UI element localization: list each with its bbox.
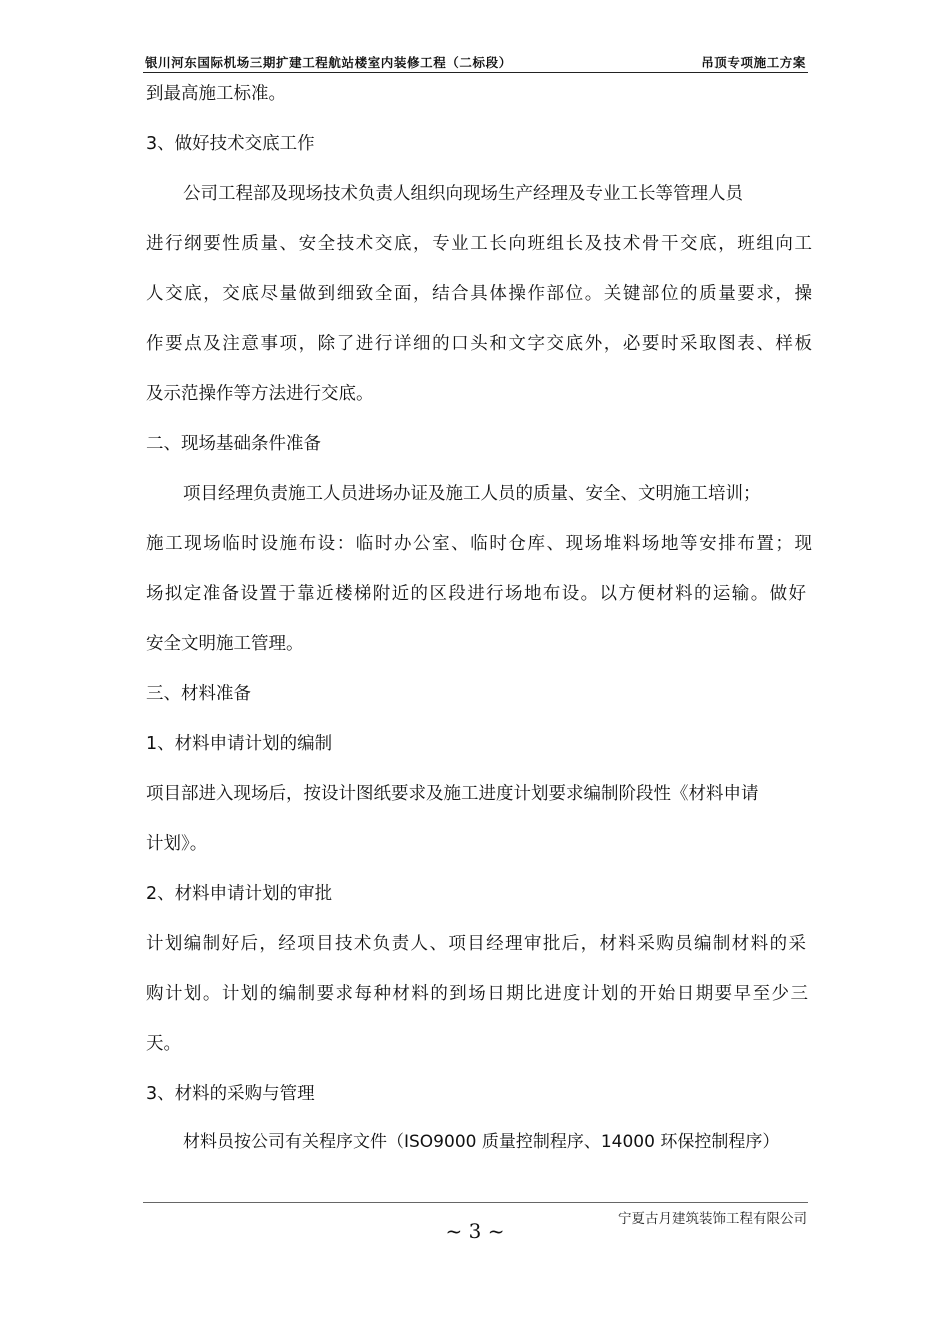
paragraph-first-line: 材料员按公司有关程序文件（ISO9000 质量控制程序、14000 环保控制程序） [183, 1132, 780, 1152]
body-line: 到最高施工标准。 [146, 84, 286, 104]
body-line: 项目部进入现场后，按设计图纸要求及施工进度计划要求编制阶段性《材料申请 [146, 784, 759, 804]
body-line: 进行纲要性质量、安全技术交底，专业工长向班组长及技术骨干交底，班组向工 [146, 234, 812, 254]
body-line: 购计划。计划的编制要求每种材料的到场日期比进度计划的开始日期要早至少三 [146, 984, 808, 1004]
header-document-title: 吊顶专项施工方案 [701, 55, 806, 70]
section-heading: 二、现场基础条件准备 [146, 434, 321, 454]
page-header [143, 50, 808, 73]
body-line: 安全文明施工管理。 [146, 634, 304, 654]
subsection-heading: 2、材料申请计划的审批 [146, 884, 333, 904]
subsection-heading: 3、材料的采购与管理 [146, 1084, 315, 1104]
subsection-heading: 1、材料申请计划的编制 [146, 734, 333, 754]
paragraph-first-line: 项目经理负责施工人员进场办证及施工人员的质量、安全、文明施工培训； [183, 484, 761, 504]
header-project-title: 银川河东国际机场三期扩建工程航站楼室内装修工程（二标段） [145, 55, 512, 70]
footer-company-name: 宁夏古月建筑装饰工程有限公司 [618, 1211, 807, 1227]
body-line: 作要点及注意事项，除了进行详细的口头和文字交底外，必要时采取图表、样板 [146, 334, 812, 354]
body-line: 人交底，交底尽量做到细致全面，结合具体操作部位。关键部位的质量要求，操 [146, 284, 812, 304]
page-number: ~ 3 ~ [445, 1219, 505, 1243]
section-heading: 3、做好技术交底工作 [146, 134, 315, 154]
body-line: 施工现场临时设施布设：临时办公室、临时仓库、现场堆料场地等安排布置；现 [146, 534, 812, 554]
section-heading: 三、材料准备 [146, 684, 251, 704]
footer-rule [143, 1202, 808, 1203]
body-line: 及示范操作等方法进行交底。 [146, 384, 374, 404]
paragraph-first-line: 公司工程部及现场技术负责人组织向现场生产经理及专业工长等管理人员 [183, 184, 743, 204]
body-line: 场拟定准备设置于靠近楼梯附近的区段进行场地布设。以方便材料的运输。做好 [146, 584, 806, 604]
body-line: 天。 [146, 1034, 181, 1054]
body-line: 计划》。 [146, 834, 208, 854]
body-line: 计划编制好后，经项目技术负责人、项目经理审批后，材料采购员编制材料的采 [146, 934, 806, 954]
